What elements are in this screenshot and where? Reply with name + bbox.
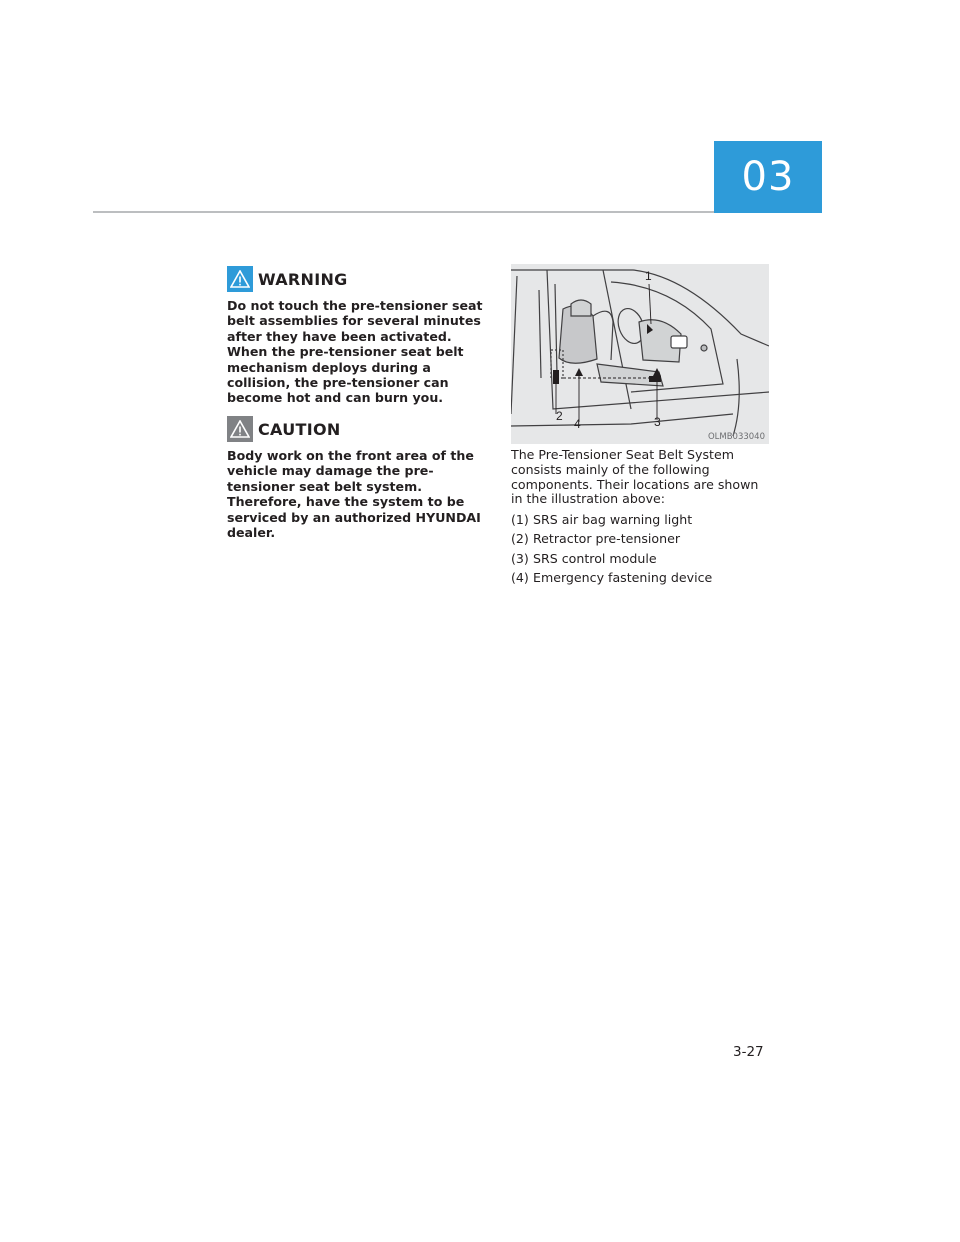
list-item: (2) Retractor pre-tensioner bbox=[511, 531, 681, 547]
callout-3: 3 bbox=[654, 415, 661, 429]
component-list bbox=[511, 512, 769, 585]
warning-text: Do not touch the pre-tensioner seat belt assemblies for several minutes after they have been activated. When the pre-tensioner seat belt mechanism deploys during a collision, the pre-tensioner can become hot and can burn you. bbox=[227, 298, 483, 406]
component-intro: The Pre-Tensioner Seat Belt System consists mainly of the following components. Their locations are shown in the illustration above: bbox=[511, 447, 759, 507]
callout-4: 4 bbox=[574, 417, 581, 431]
chapter-tab: 03 bbox=[714, 141, 822, 213]
header-rule bbox=[93, 211, 715, 213]
component-description bbox=[511, 448, 769, 585]
car-interior-drawing bbox=[511, 264, 769, 444]
list-item: (1) SRS air bag warning light bbox=[511, 512, 693, 528]
caution-header bbox=[227, 416, 487, 442]
caution-box bbox=[227, 416, 487, 540]
caution-icon bbox=[227, 416, 253, 442]
warning-icon bbox=[227, 266, 253, 292]
callout-2: 2 bbox=[556, 409, 563, 423]
warning-title: WARNING bbox=[258, 269, 348, 289]
caution-text: Body work on the front area of the vehicle may damage the pre-tensioner seat belt system. Therefore, have the system to be serviced by an authorized HYUNDAI dealer. bbox=[227, 448, 481, 541]
callout-1: 1 bbox=[645, 269, 652, 283]
warning-header bbox=[227, 266, 487, 292]
seatbelt-illustration bbox=[511, 264, 769, 444]
warning-box bbox=[227, 266, 487, 406]
page-number: 3-27 bbox=[733, 1044, 764, 1060]
caution-title: CAUTION bbox=[258, 419, 341, 439]
list-item: (4) Emergency fastening device bbox=[511, 570, 713, 586]
list-item: (3) SRS control module bbox=[511, 550, 657, 566]
figure-code: OLMB033040 bbox=[707, 432, 765, 442]
